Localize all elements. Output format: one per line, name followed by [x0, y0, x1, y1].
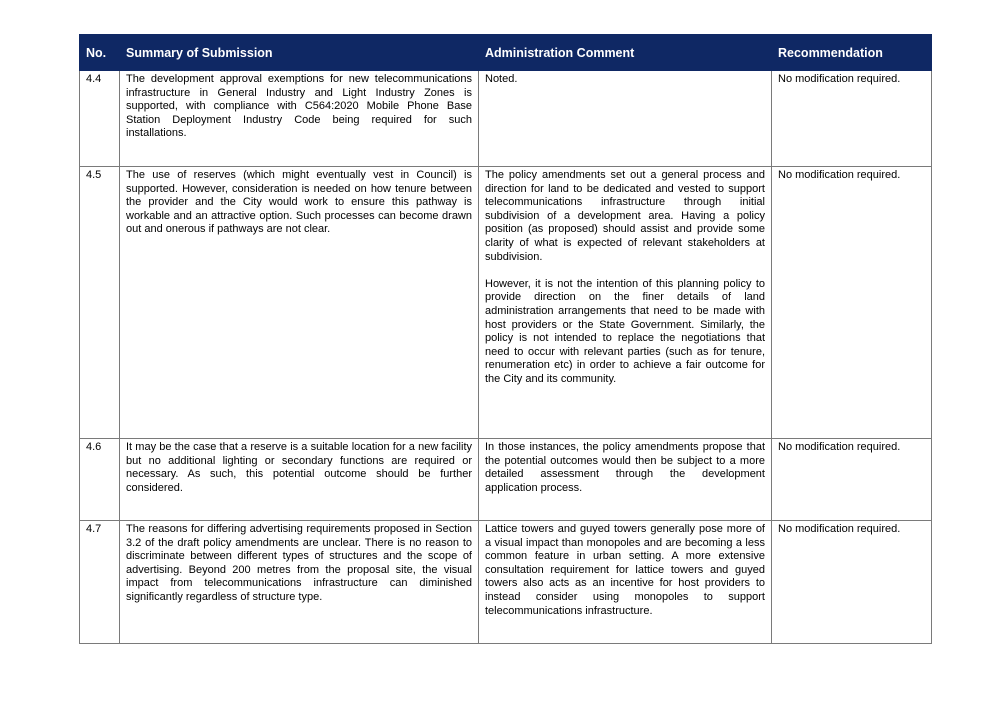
comment-paragraph: However, it is not the intention of this planning policy to provide direction on the finer details of land administration arrangements that need to be made with host providers or the State Government. Similarly, the policy is not intended to replace the negotiations that need to occur with relevant parties (such as for tenure, renumeration etc) in order to achieve a fair outcome for the City and its community. — [485, 277, 765, 385]
table-row — [80, 167, 932, 439]
header-summary: Summary of Submission — [120, 35, 479, 71]
submissions-table — [79, 34, 932, 644]
recommendation: No modification required. — [772, 167, 932, 439]
submission-summary: The development approval exemptions for new telecommunications infrastructure in General Industry and Light Industry Zones is supported, with compliance with C564:2020 Mobile Phone Base Station Deployment Industry Code being required for such installations. — [120, 71, 479, 167]
table-row — [80, 439, 932, 521]
administration-comment — [479, 71, 772, 167]
row-number: 4.7 — [80, 521, 120, 644]
submission-summary: The reasons for differing advertising requirements proposed in Section 3.2 of the draft policy amendments are unclear. There is no reason to discriminate between different types of structures and the scope of advertising. Beyond 200 metres from the proposal site, the visual impact from telecommunications infrastructure can diminished significantly regardless of structure type. — [120, 521, 479, 644]
table-header-row — [80, 35, 932, 71]
header-comment: Administration Comment — [479, 35, 772, 71]
row-number: 4.5 — [80, 167, 120, 439]
administration-comment — [479, 439, 772, 521]
table-row — [80, 521, 932, 644]
row-number: 4.6 — [80, 439, 120, 521]
comment-paragraph: In those instances, the policy amendments propose that the potential outcomes would then be subject to a more detailed assessment through the development application process. — [485, 441, 765, 494]
comment-paragraph: The policy amendments set out a general process and direction for land to be dedicated and vested to support telecommunications infrastructure through initial subdivision of a development area. Having a policy position (as proposed) should assist and provide some clarity of what is expected of relevant stakeholders at subdivision. — [485, 169, 765, 263]
comment-paragraph: Noted. — [485, 73, 518, 85]
administration-comment — [479, 167, 772, 439]
submission-summary: The use of reserves (which might eventually vest in Council) is supported. However, consideration is needed on how tenure between the provider and the City would work to ensure this pathway is workable and an attractive option. Such processes can become drawn out and onerous if pathways are not clear. — [120, 167, 479, 439]
header-recommendation: Recommendation — [772, 35, 932, 71]
recommendation: No modification required. — [772, 71, 932, 167]
header-no: No. — [80, 35, 120, 71]
recommendation: No modification required. — [772, 439, 932, 521]
recommendation: No modification required. — [772, 521, 932, 644]
comment-paragraph: Lattice towers and guyed towers generally pose more of a visual impact than monopoles and are becoming a less common feature in urban setting. A more extensive consultation requirement for lattice towers and guyed towers also acts as an incentive for host providers to instead consider using monopoles to support telecommunications infrastructure. — [485, 523, 765, 617]
administration-comment — [479, 521, 772, 644]
submission-summary: It may be the case that a reserve is a suitable location for a new facility but no additional lighting or secondary functions are required or necessary. As such, this potential outcome should be further considered. — [120, 439, 479, 521]
row-number: 4.4 — [80, 71, 120, 167]
table-row — [80, 71, 932, 167]
